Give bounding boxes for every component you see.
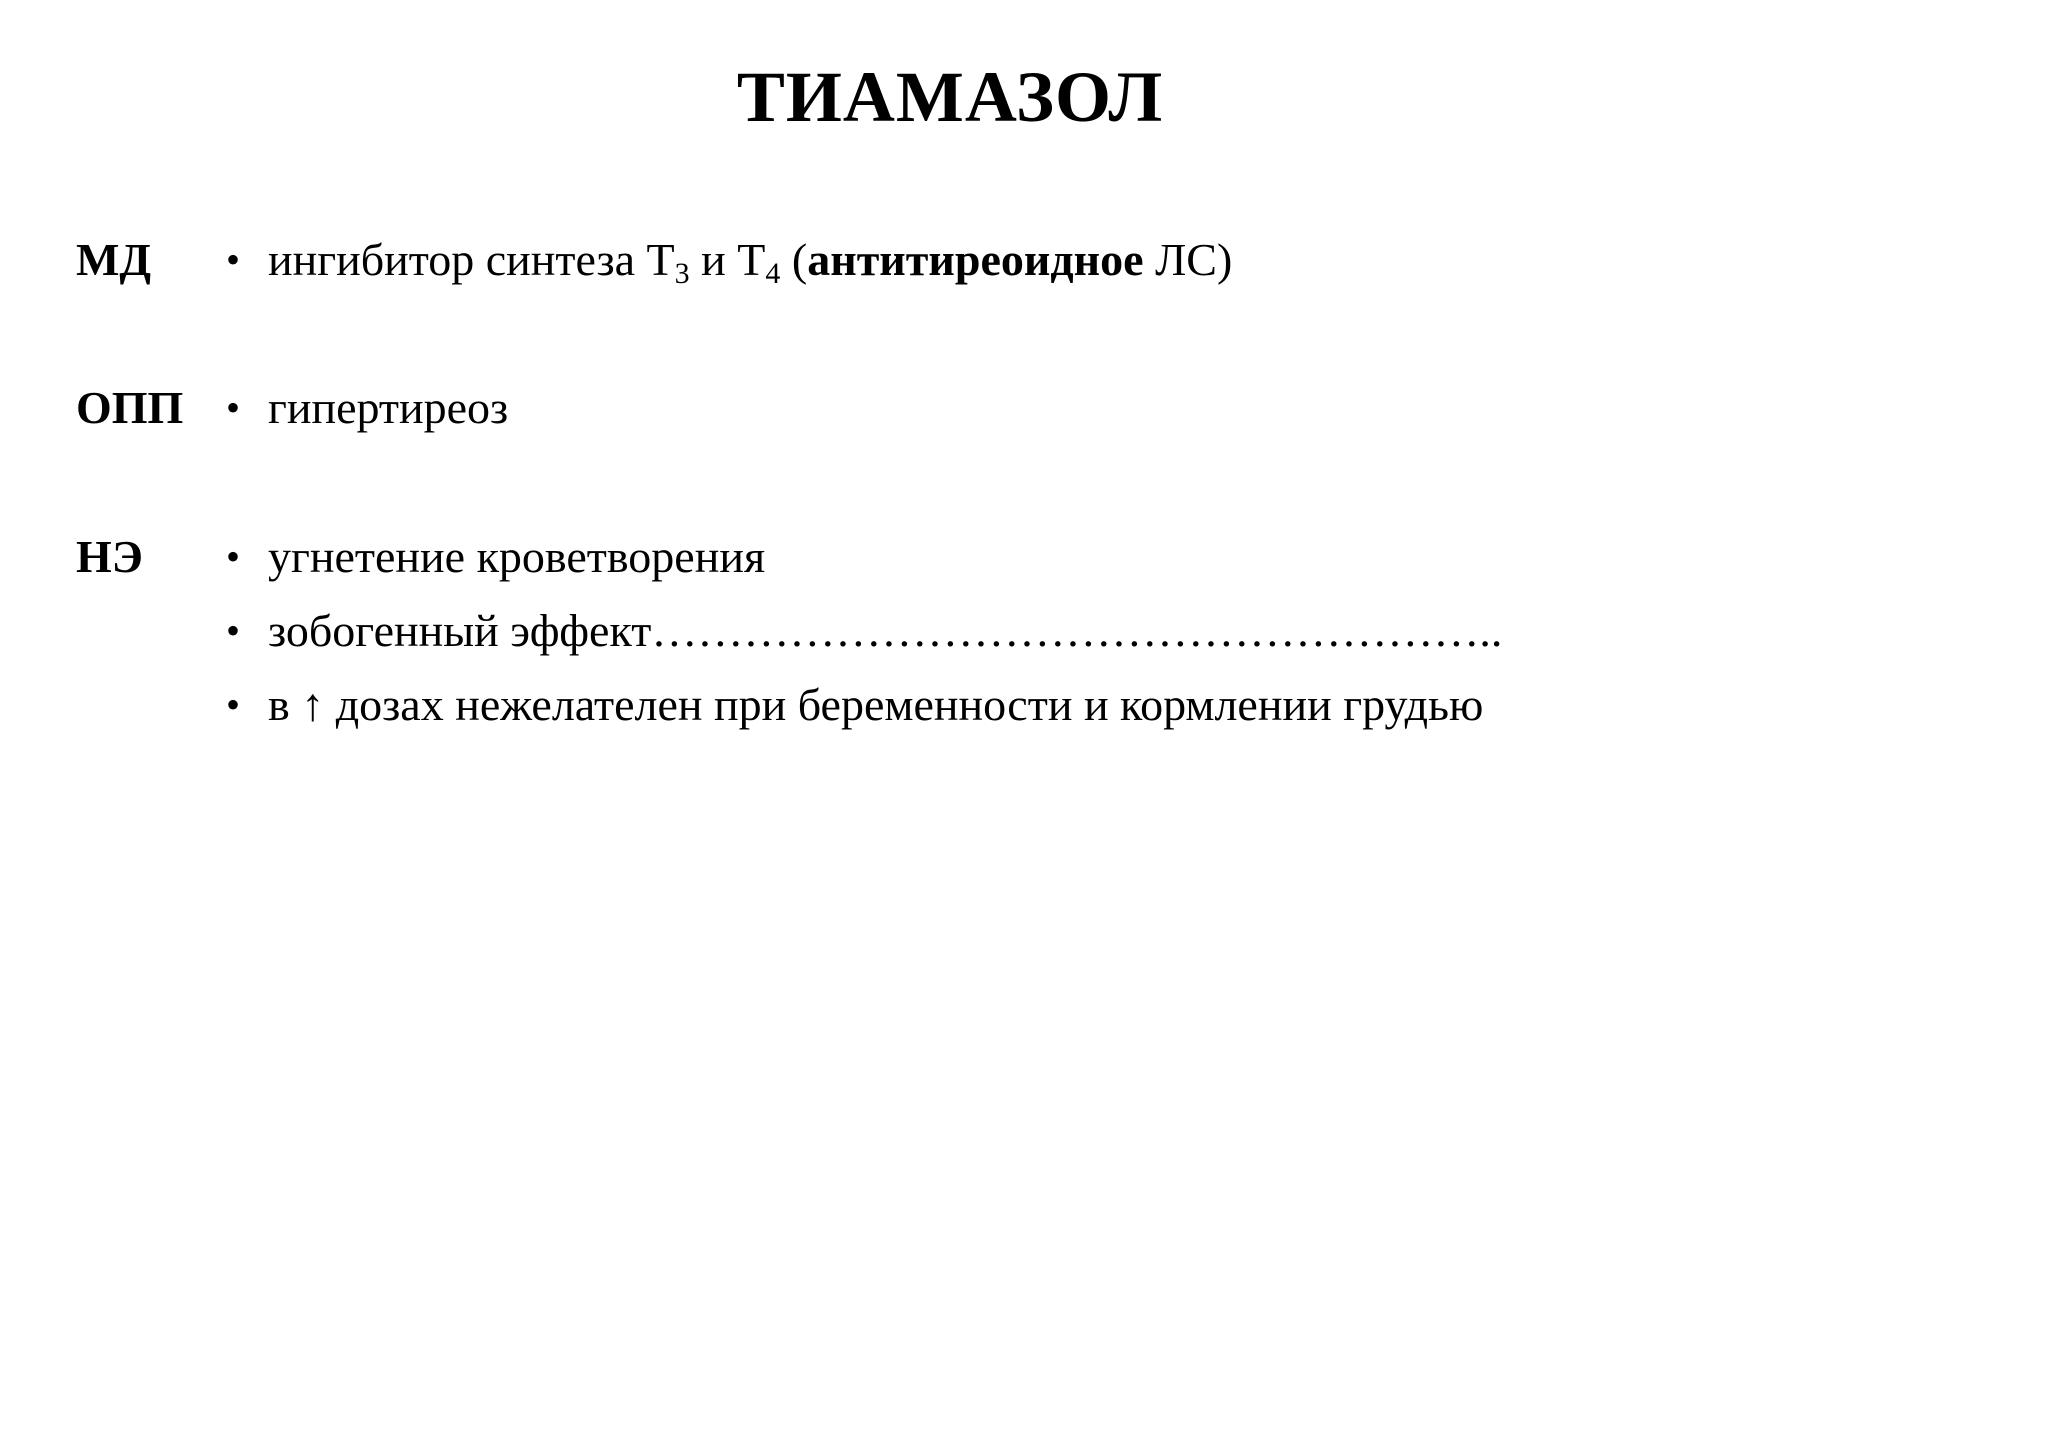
item-text — [268, 230, 1232, 290]
section-label-md: МД — [76, 234, 152, 285]
item-text-mid: и Т — [689, 234, 766, 285]
item-text: зобогенный эффект……………………………………………….. — [268, 605, 1503, 656]
bullet-icon: • — [226, 237, 241, 282]
subscript-4: 4 — [765, 257, 781, 290]
subscript-3: 3 — [674, 257, 690, 290]
page-title: ТИАМАЗОЛ — [736, 57, 1164, 137]
section-label-opp: ОПП — [76, 382, 184, 433]
bullet-icon: • — [226, 682, 241, 727]
item-text-post: ЛС) — [1143, 234, 1233, 285]
item-text-bold: антитиреоидное — [807, 234, 1144, 285]
bullet-icon: • — [226, 608, 241, 653]
item-text-open: ( — [780, 234, 808, 285]
item-text-pre: ингибитор синтеза Т — [268, 234, 675, 285]
item-text: угнетение кроветворения — [268, 531, 766, 582]
item-text: гипертиреоз — [268, 382, 509, 433]
item-text: в ↑ дозах нежелателен при беременности и кормлении грудью — [268, 679, 1484, 730]
bullet-icon: • — [226, 534, 241, 579]
section-label-ne: НЭ — [76, 531, 143, 582]
bullet-icon: • — [226, 385, 241, 430]
